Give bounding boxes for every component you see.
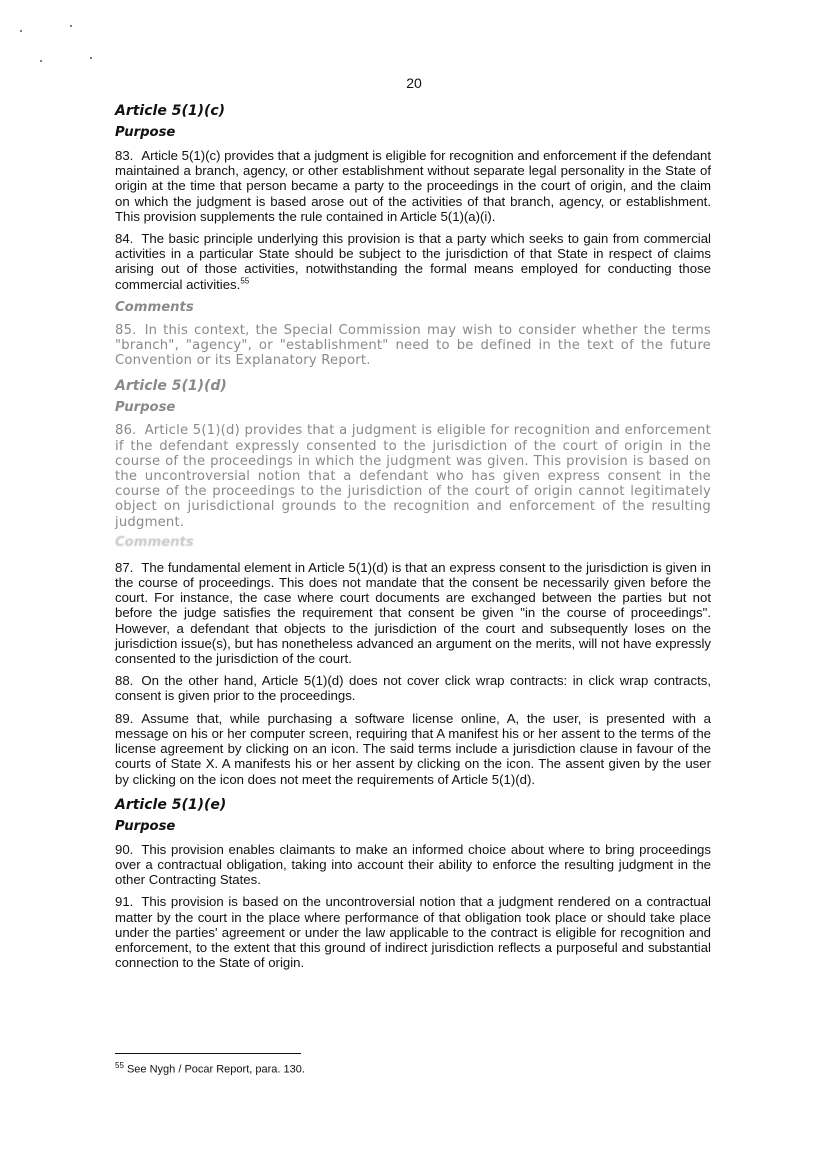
paragraph-90 xyxy=(115,842,711,888)
section-heading-5-1-d: Article 5(1)(d) xyxy=(115,378,227,395)
page-number: 20 xyxy=(406,75,422,91)
comments-heading: Comments xyxy=(115,299,194,315)
paragraph-text: In this context, the Special Commission may wish to consider whether the terms "branch", "agency", or "establishment" need to be defined in the text of the future Convention or its Explanatory Report. xyxy=(115,322,711,369)
scan-speck xyxy=(20,30,22,32)
comments-heading: Comments xyxy=(115,534,194,550)
paragraph-text: Article 5(1)(d) provides that a judgment is eligible for recognition and enforcement if the defendant expressly consented to the jurisdiction of the court of origin in the course of the proceedings in which the judgment was given. This provision is based on the uncontroversial notion that a defendant who has given express consent in the course of the proceedings to the jurisdiction of the court of origin cannot legitimately object on jurisdictional grounds to the recognition and enforcement of the resulting judgment. xyxy=(115,423,711,530)
paragraph-text: The basic principle underlying this provision is that a party which seeks to gain from commercial activities in a particular State should be subject to the jurisdiction of that State in respect of claims arising out of those activities, notwithstanding the formal means employed for conducting those commercial activities. xyxy=(115,231,711,292)
paragraph-number: 84. xyxy=(115,231,134,247)
paragraph-number: 85. xyxy=(115,322,137,338)
paragraph-text: Article 5(1)(c) provides that a judgment is eligible for recognition and enforcement if the defendant maintained a branch, agency, or other establishment without separate legal personality in the State of origin at the time that person became a party to the proceedings in the court of origin, and the claim on which the judgment is based arose out of the activities of that branch, agency, or establishment. This provision supplements the rule contained in Article 5(1)(a)(i). xyxy=(115,148,711,224)
paragraph-text: On the other hand, Article 5(1)(d) does not cover click wrap contracts: in click wrap contracts, consent is given prior to the proceedings. xyxy=(115,673,711,704)
paragraph-text: Assume that, while purchasing a software license online, A, the user, is presented with a message on his or her computer screen, requiring that A manifest his or her assent to the terms of the license agreement by clicking on an icon. The said terms include a jurisdiction clause in favour of the courts of State X. A manifests his or her assent by clicking on the icon. The assent given by the user by clicking on the icon does not meet the requirements of Article 5(1)(d). xyxy=(115,710,711,787)
paragraph-91 xyxy=(115,894,711,970)
paragraph-number: 83. xyxy=(115,148,134,163)
scan-speck xyxy=(90,57,92,59)
footnote-divider xyxy=(115,1053,301,1054)
paragraph-text: This provision is based on the uncontroversial notion that a judgment rendered on a contractual matter by the court in the place where performance of that obligation took place or should take place under the parties' agreement or under the law applicable to the contract is eligible for recognition and enforcement, to the extent that this ground of indirect jurisdiction reflects a purposeful and substantial connection to the State of origin. xyxy=(115,894,711,971)
scan-speck xyxy=(70,25,72,27)
paragraph-number: 88. xyxy=(115,673,134,689)
section-heading-5-1-c: Article 5(1)(c) xyxy=(115,103,226,119)
section-heading-5-1-e: Article 5(1)(e) xyxy=(115,796,227,813)
paragraph-number: 90. xyxy=(115,841,134,857)
paragraph-number: 86. xyxy=(115,423,137,439)
paragraph-number: 89. xyxy=(115,710,134,726)
footnote-number: 55 xyxy=(115,1061,124,1070)
paragraph-89 xyxy=(115,711,711,787)
paragraph-83 xyxy=(115,148,711,224)
paragraph-85 xyxy=(115,323,711,369)
document-body xyxy=(115,100,711,977)
paragraph-text: This provision enables claimants to make an informed choice about where to bring proceedings over a contractual obligation, taking into account their ability to enforce the resulting judgment in the other Contracting States. xyxy=(115,841,711,888)
paragraph-text: The fundamental element in Article 5(1)(d) is that an express consent to the jurisdiction is given in the course of proceedings. This does not mandate that the consent be necessarily given before the court. For instance, the case where court documents are exchanged between the parties but not before the judge satisfies the requirement that consent be given "in the course of proceedings". However, a defendant that objects to the jurisdiction of the court and subsequently loses on the jurisdiction issue(s), but has nonetheless advanced an argument on the merits, will not have expressly consented to the jurisdiction of the court. xyxy=(115,559,711,667)
section-subheading-purpose: Purpose xyxy=(115,125,176,140)
footnote-text: See Nygh / Pocar Report, para. 130. xyxy=(126,1063,305,1076)
paragraph-87 xyxy=(115,560,711,666)
section-subheading-purpose: Purpose xyxy=(115,400,176,416)
paragraph-number: 87. xyxy=(115,559,134,575)
paragraph-number: 91. xyxy=(115,894,134,910)
footnote-reference[interactable]: 55 xyxy=(240,276,250,286)
paragraph-84 xyxy=(115,231,711,292)
section-subheading-purpose: Purpose xyxy=(115,818,176,834)
scan-speck xyxy=(40,60,42,62)
paragraph-88 xyxy=(115,673,711,703)
paragraph-86 xyxy=(115,423,711,529)
footnote-55 xyxy=(115,1061,305,1076)
